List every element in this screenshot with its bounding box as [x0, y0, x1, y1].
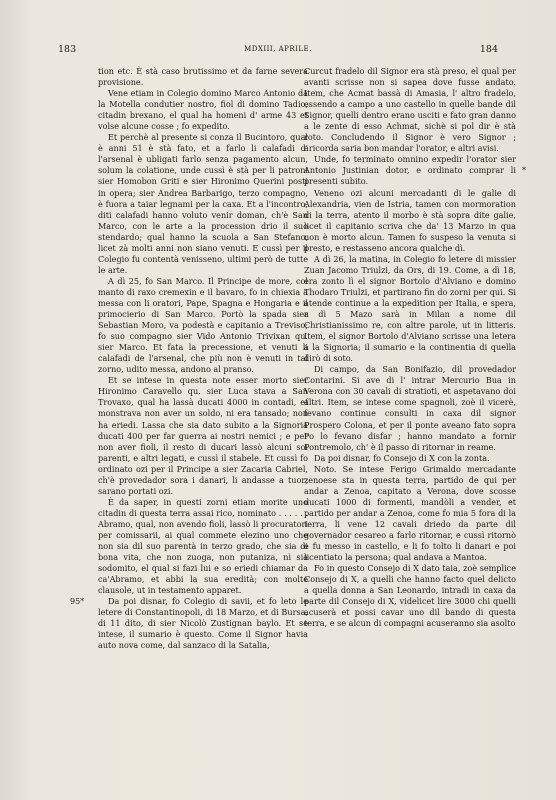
page-number-right: 184: [479, 44, 498, 55]
left-column: [70, 66, 308, 651]
paragraph: Di campo, da San Bonifazio, dil provedador Contarini. Si ave di l' intrar Mercurio Bua in Verona con 30 cavali di stratioti, et aspetavano doi altri. Item, se intese come spagnoli, zoè il vicerè, fevano continue consulti in caxa dil signor Prospero Colona, et per il ponte aveano fato sopra Po lo fevano disfar ; hanno mandato a fornir Pontremolo, ch' è il passo di ritornar in reame.: [304, 364, 516, 452]
paragraph: Curcut fradelo dil Signor era stà preso, el qual per avanti scrisse non si sapea dove fusse andato. Item, che Acmat bassà di Amasia, l' altro fradelo, essendo a campo a uno castello in quelle bande dil Signor, quelli dentro erano usciti e fato gran danno a le zente di esso Achmat, sichè si pol dir è stà roto. Concludendo il Signor è vero Signor ; aricorda saria bon mandar l'orator, e altri avisi.: [304, 66, 516, 154]
paragraph: Vene etiam in Colegio domino Marco Antonio da la Motella condutier nostro, fiol di domino Tadio, citadin brexano, el qual ha homeni d' arme 43 et volse alcune cosse ; fo expedito.: [98, 88, 308, 132]
right-column: [304, 66, 526, 629]
paragraph: tion etc. È stà caso brutissimo et da farne severa provisione.: [98, 66, 308, 88]
paragraph: Da poi disnar, fo Colegio di savii, et fo leto le letere di Constantinopoli, di 18 Marzo, et di Bursa, di 11 dito, di sier Nicolò Zustignan baylo. Et se intese, il sumario è questo. Come il Signor havia auto nova come, dal sanzaco di la Satalia,: [98, 596, 308, 651]
paragraph: Da poi disnar, fo Consejo di X con la zonta.: [314, 452, 490, 463]
running-title: MDXIII, APRILE.: [244, 45, 312, 53]
page-header: [58, 44, 498, 58]
paragraph: Fo in questo Consejo di X dato taia, zoè semplice Consejo di X, a quelli che hanno facto quel delicto a quella donna a San Leonardo, intradi in caxa da parte dil Consejo di X, videlicet lire 3000 chi quelli acuserà et possi cavar uno dil bando di questa terra, e se alcun di compagni acuseranno sia asolto: [304, 563, 516, 629]
paragraph: Veneno ozi alcuni mercadanti di le galie di Alexandria, vien de Istria, tamen con mormoration di la terra, atento il morbo è stà sopra dite galie, licet il capitanio scriva che da' 13 Marzo in qua non è morto alcun. Tamen fo suspeso la venuta si presto, e restasseno ancora qualche dì.: [304, 187, 516, 253]
paragraph: Et perchè al presente si conza il Bucintoro, qual è anni 51 è stà fato, et a farlo li calafadi d' l'arsenal è ubligati farlo senza pagamento alcun, solum la colatione, unde cussì è stà per li patroni sier Homobon Griti e sier Hironimo Querini posti in opera; sier Andrea Barbarigo, terzo compagno, è fuora a taiar legnami per la caxa. Et a l'incontro, diti calafadi hanno voluto venir doman, ch'è San Marco, con le arte a la procession drio il suo stendardo; qual hanno la scuola a San Stefano, licet zà molti anni non siano venuti. E cussì per il Colegio fu contentà venisseno, ultimi però de tutte le arte.: [98, 132, 308, 275]
paragraph: Et se intese in questa note esser morto sier Hironimo Caravello qu. sier Luca stava a San Trovaxo, qual ha lassà ducati 4000 in contadi, ef monstrava non aver un soldo, ni era tansado; non ha eriedi. Lassa che sia dato subito a la Signoria ducati 400 per far guerra ai nostri nemici ; e per non aver fioli, il resto di ducari lassò alcuni soi parenti, e altri legati, e cussì il stabele. Et cussì fo ordinato ozi per il Principe a sier Zacaria Cabriel, ch'è provedador sora i danari, li andasse a tuor; sarano portati ozi.: [98, 375, 308, 496]
paragraph: È da saper, in questi zorni etiam morite uno citadin di questa terra assai rico, nominato . . . . . . Abramo, qual, non avendo fioli, lassò li procuratori per comissarii, ai qual commete elezino uno che non sia dil suo parentà in terzo grado, che sia di bona vita, che non zuoga, non putaniza, nì sia sodomito, el qual si fazi lui e so eriedi chiamar da ca'Abramo, et abbi la sua eredità; con molte clausole, ut in testamento apparet.: [98, 496, 308, 596]
marginal-note: *: [522, 166, 526, 176]
paragraph: Unde, fo terminato omnino expedir l'orator sier Antonio Justinian dotor, e ordinato comprar li presenti subito.: [304, 154, 516, 187]
paragraph: A dì 26, la matina, in Colegio fo letere di missier Zuan Jacomo Triulzi, da Ors, di 19. Come, a dì 18, era zonto lì el signor Bortolo d'Alviano e domino Thodaro Triulzi, et partirano fin do zorni per qui. Si atende continue a la expedition per Italia, e spera, a dì 5 Mazo sarà in Milan a nome dil Christianissimo re, con altre parole, ut in litteris. Item, el signor Bortolo d'Alviano scrisse una letera a la Signoria; il sumario e la continentia di quella dirò di soto.: [304, 253, 517, 364]
marginal-note: 95*: [70, 597, 85, 607]
page-number-left: 183: [58, 44, 77, 55]
paragraph: A dì 25, fo San Marco. Il Principe de more, col manto di raxo cremexin e il bavaro, fo in chiexia a messa con li oratori, Pape, Spagna e Hongaria e il primocierio di San Marco. Portò la spada sier Sebastian Moro, va podestà e capitanio a Treviso; fo suo compagno sier Vido Antonio Trivixan qu. sier Marco. Et fata la precessione, et venuti li calafadi de l'arsenal, che più non è venuti in tal zorno, udito messa, andono al pranso.: [98, 275, 308, 375]
paragraph: Noto. Se intese Ferigo Grimaldo mercadante zenoese sta in questa terra, partido de qui per andar a Zenoa, capitato a Verona, dove scosse ducati 1000 di formenti, mandòli a vender, et partido per andar a Zenoa, come fo mia 5 fora di la terra, li vene 12 cavali driedo da parte dil governador cesareo a farlo ritornar, e cussì ritornò e fu messo in castello, e li fo tolto li danari e poi licentiato la persona; qual andava a Mantoa.: [304, 463, 516, 563]
